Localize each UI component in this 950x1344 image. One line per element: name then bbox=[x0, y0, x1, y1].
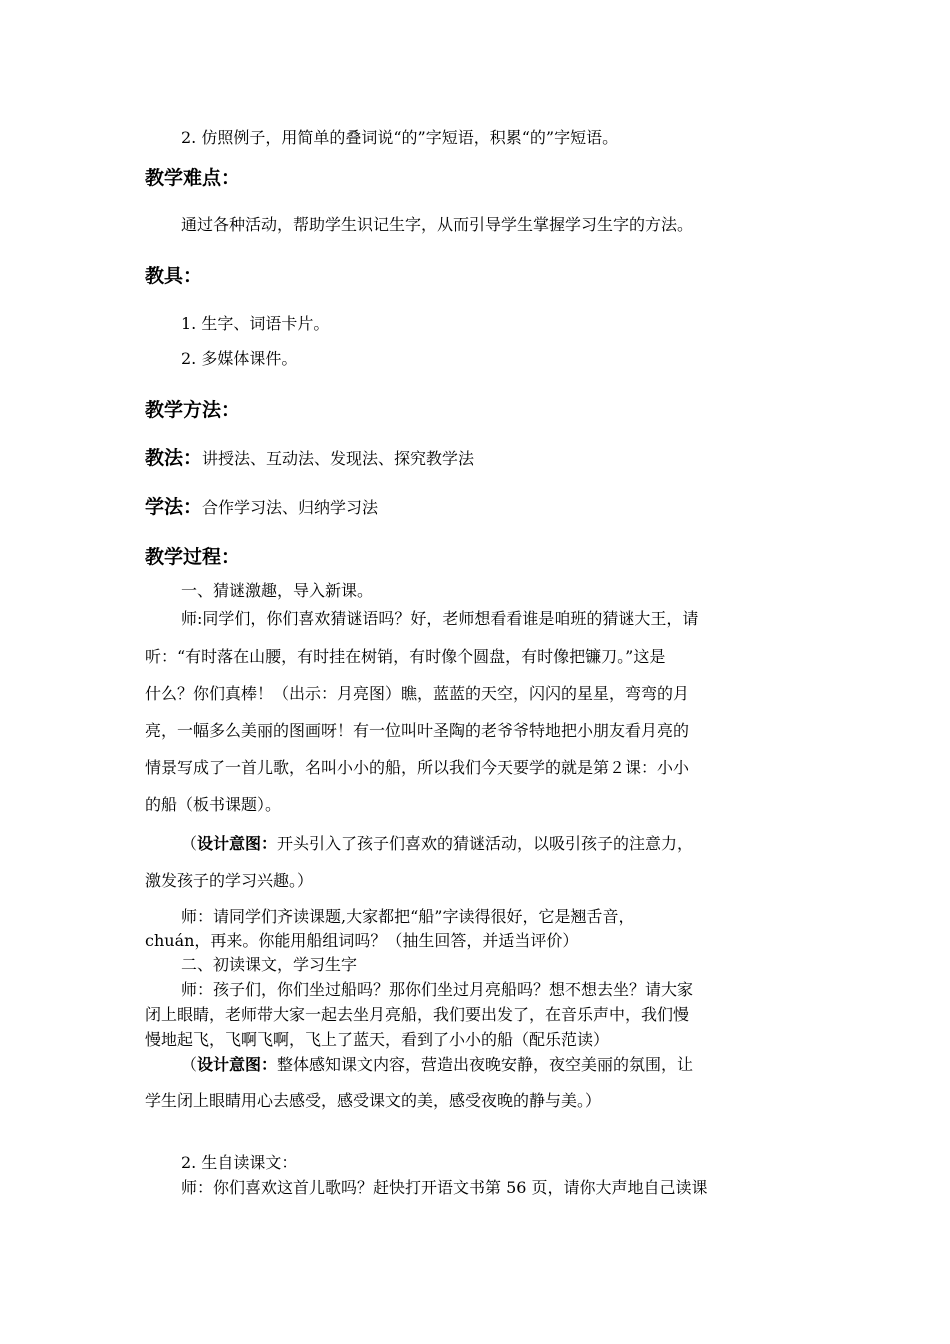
heading-teaching-difficulty: 教学难点： bbox=[145, 167, 241, 189]
design-intent-text: 开头引入了孩子们喜欢的猜谜活动，以吸引孩子的注意力， bbox=[277, 834, 694, 853]
design-intent-text: 整体感知课文内容，营造出夜晚安静，夜空美丽的氛围，让 bbox=[277, 1055, 694, 1074]
teach-method-line bbox=[145, 448, 474, 469]
heading-teaching-process: 教学过程： bbox=[145, 546, 241, 568]
design-intent-label: 设计意图： bbox=[197, 834, 278, 853]
paragraph-line: 听：“有时落在山腰，有时挂在树销，有时像个圆盘，有时像把镰刀。”这是 bbox=[145, 647, 666, 666]
tools-item-2: 2. 多媒体课件。 bbox=[181, 349, 298, 368]
learn-method-label: 学法： bbox=[145, 496, 203, 518]
heading-teaching-tools: 教具： bbox=[145, 265, 203, 287]
paragraph-line: 师：你们喜欢这首儿歌吗？赶快打开语文书第 56 页，请你大声地自己读课 bbox=[181, 1178, 708, 1197]
paragraph-line: 闭上眼睛，老师带大家一起去坐月亮船，我们要出发了，在音乐声中，我们慢 bbox=[145, 1005, 690, 1024]
section-2-title: 二、初读课文，学习生字 bbox=[181, 955, 358, 974]
design-intent-1-cont: 激发孩子的学习兴趣。） bbox=[145, 871, 314, 890]
paragraph-line: 师:同学们，你们喜欢猜谜语吗？好，老师想看看谁是咱班的猜谜大王，请 bbox=[181, 609, 699, 628]
paragraph-line: 慢地起飞，飞啊飞啊，飞上了蓝天，看到了小小的船（配乐范读） bbox=[145, 1030, 610, 1049]
paragraph-line: 师：孩子们，你们坐过船吗？那你们坐过月亮船吗？想不想去坐？请大家 bbox=[181, 980, 694, 999]
paragraph-line: 的船（板书课题）。 bbox=[145, 795, 282, 814]
paragraph-line: 亮，一幅多么美丽的图画呀！有一位叫叶圣陶的老爷爷特地把小朋友看月亮的 bbox=[145, 721, 690, 740]
paren-open: （ bbox=[181, 834, 198, 853]
section-1-title: 一、猜谜激趣，导入新课。 bbox=[181, 581, 374, 600]
design-intent-1 bbox=[181, 834, 693, 854]
teach-method-text: 讲授法、互动法、发现法、探究教学法 bbox=[202, 449, 475, 468]
tools-item-1: 1. 生字、词语卡片。 bbox=[181, 314, 330, 333]
design-intent-2 bbox=[181, 1055, 693, 1075]
learn-method-text: 合作学习法、归纳学习法 bbox=[202, 498, 379, 517]
learn-method-line bbox=[145, 497, 378, 518]
heading-teaching-method: 教学方法： bbox=[145, 399, 241, 421]
paragraph-line: 什么？你们真棒！（出示：月亮图）瞧，蓝蓝的天空，闪闪的星星，弯弯的月 bbox=[145, 684, 690, 703]
paragraph-line: 师：请同学们齐读课题,大家都把“船”字读得很好，它是翘舌音， bbox=[181, 907, 635, 926]
paren-open: （ bbox=[181, 1055, 198, 1074]
paragraph-line: 情景写成了一首儿歌，名叫小小的船，所以我们今天要学的就是第２课：小小 bbox=[145, 758, 690, 777]
design-intent-label: 设计意图： bbox=[197, 1055, 278, 1074]
paragraph-line: chuán，再来。你能用船组词吗？（抽生回答，并适当评价） bbox=[145, 931, 579, 950]
step-2-title: 2. 生自读课文： bbox=[181, 1153, 298, 1172]
objective-item-2: 2. 仿照例子，用简单的叠词说“的”字短语，积累“的”字短语。 bbox=[181, 128, 619, 147]
teach-method-label: 教法： bbox=[145, 447, 203, 469]
difficulty-text: 通过各种活动，帮助学生识记生字，从而引导学生掌握学习生字的方法。 bbox=[181, 215, 694, 234]
design-intent-2-cont: 学生闭上眼睛用心去感受，感受课文的美，感受夜晚的静与美。） bbox=[145, 1091, 602, 1110]
